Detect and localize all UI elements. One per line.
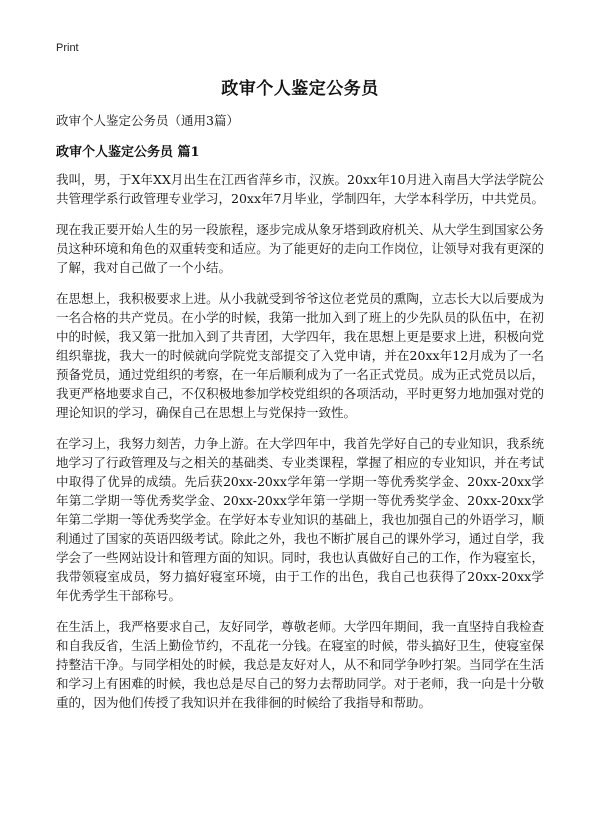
print-link[interactable]: Print xyxy=(56,42,79,54)
paragraph-study: 在学习上，我努力刻苦，力争上游。在大学四年中，我首先学好自己的专业知识，我系统地学习了行政管理及与之相关的基础类、专业类课程，掌握了相应的专业知识，并在考试中取得了优异的成绩。先后获20xx-20xx学年第一学期一等优秀奖学金、20xx-20xx学年第二学期一等优秀奖学金、20xx-20xx学年第一学期一等优秀奖学金、20xx-20xx学年第二学期一等优秀奖学金。在学好本专业知识的基础上，我也加强自己的外语学习，顺利通过了国家的英语四级考试。除此之外，我也不断扩展自己的课外学习，通过自学，我学会了一些网站设计和管理方面的知识。同时，我也认真做好自己的工作，作为寝室长，我带领寝室成员，努力搞好寝室环境，由于工作的出色，我自己也获得了20xx-20xx学年优秀学生干部称号。 xyxy=(56,436,544,603)
section-heading: 政审个人鉴定公务员 篇1 xyxy=(56,145,200,160)
paragraph-life: 在生活上，我严格要求自己，友好同学，尊敬老师。大学四年期间，我一直坚持自我检查和自我反省，生活上勤俭节约，不乱花一分钱。在寝室的时候，带头搞好卫生，使寝室保持整洁干净。与同学相处的时候，我总是友好对人，从不和同学争吵打架。当同学在生活和学习上有困难的时候，我也总是尽自己的努力去帮助同学。对于老师，我一向是十分敬重的，因为他们传授了我知识并在我徘徊的时候给了我指导和帮助。 xyxy=(56,619,544,710)
document-title: 政审个人鉴定公务员 xyxy=(221,79,379,99)
paragraph-intro: 我叫，男，于X年XX月出生在江西省萍乡市，汉族。20xx年10月进入南昌大学法学院公共管理学系行政管理专业学习，20xx年7月毕业，学制四年，大学本科学历，中共党员。 xyxy=(56,172,544,206)
paragraph-transition: 现在我正要开始人生的另一段旅程，逐步完成从象牙塔到政府机关、从大学生到国家公务员这种环境和角色的双重转变和适应。为了能更好的走向工作岗位，让领导对我有更深的了解，我对自己做了一个小结。 xyxy=(56,222,544,275)
document-subtitle: 政审个人鉴定公务员（通用3篇） xyxy=(56,113,239,128)
paragraph-ideology: 在思想上，我积极要求上进。从小我就受到爷爷这位老党员的熏陶，立志长大以后要成为一名合格的共产党员。在小学的时候，我第一批加入到了班上的少先队员的队伍中，在初中的时候，我又第一批加入到了共青团，大学四年，我在思想上更是要求上进，积极向党组织靠拢，我大一的时候就向学院党支部提交了入党申请，并在20xx年12月成为了一名预备党员，通过党组织的考察，在一年后顺利成为了一名正式党员。成为正式党员以后，我更严格地要求自己，不仅积极地参加学校党组织的各项活动，平时更努力地加强对党的理论知识的学习，确保自己在思想上与党保持一致性。 xyxy=(56,291,544,420)
